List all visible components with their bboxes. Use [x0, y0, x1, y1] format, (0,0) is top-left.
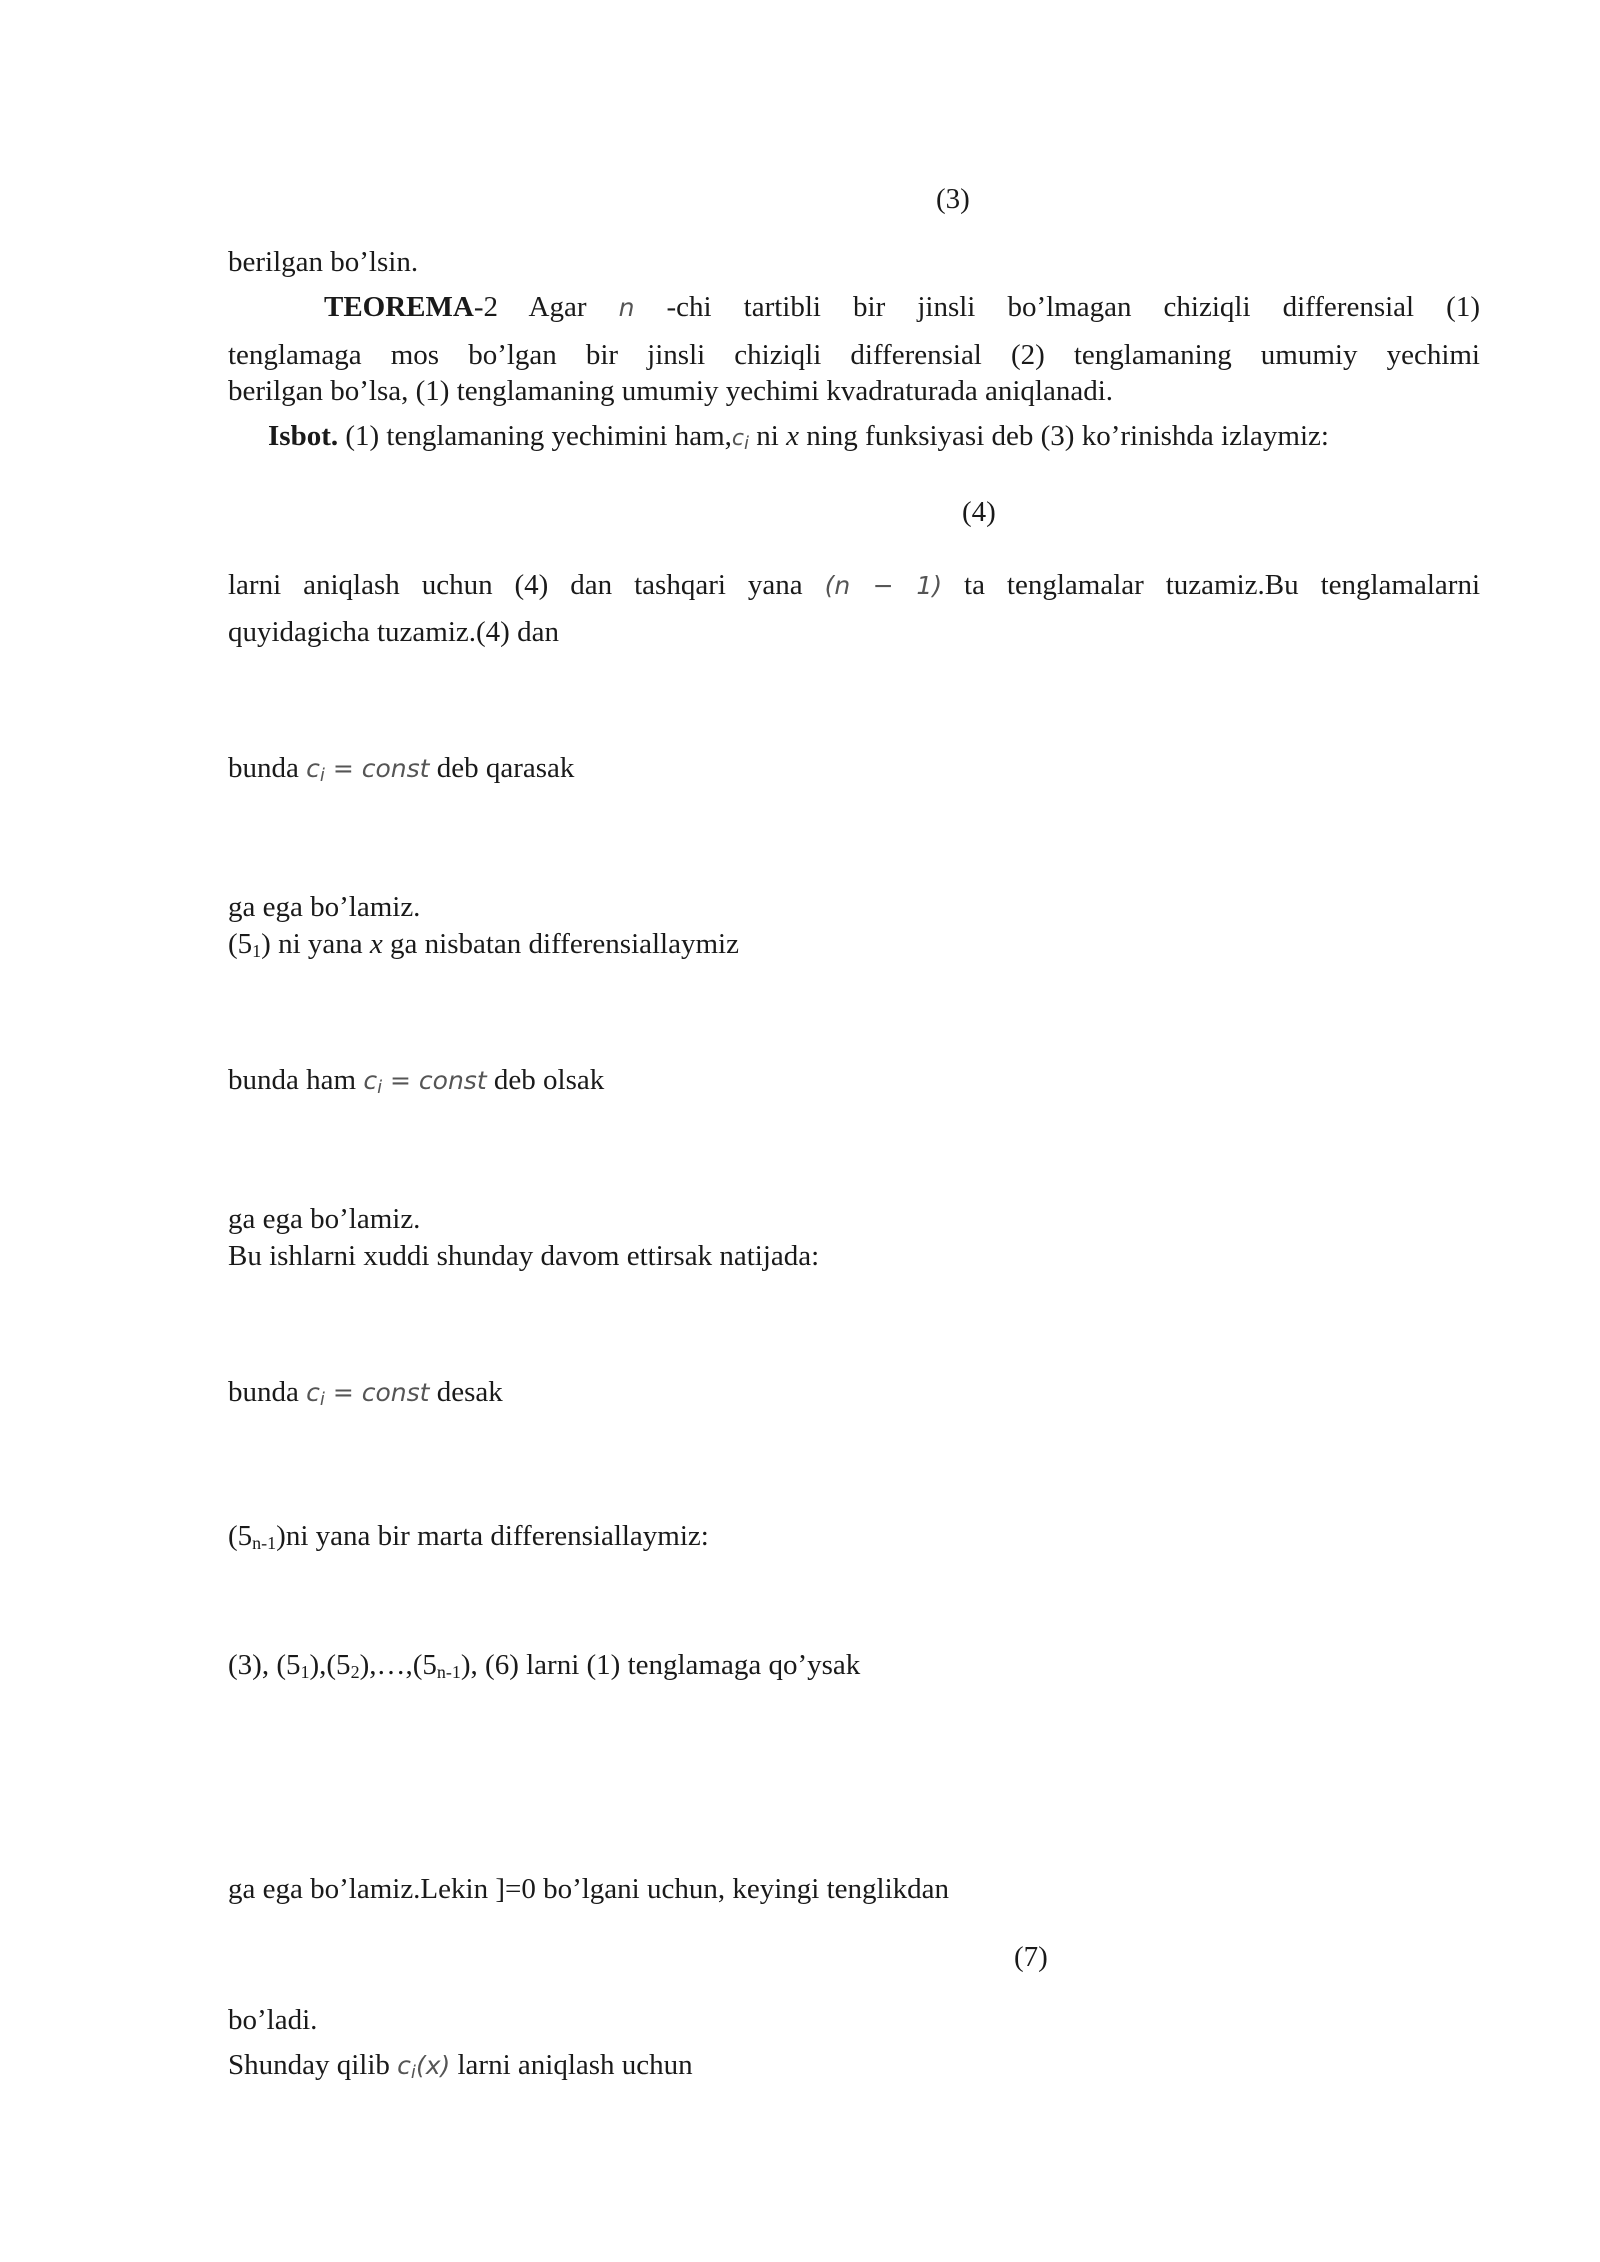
paragraph-result-1: ga ega bo’lamiz. [228, 891, 421, 923]
paragraph-substitute: (3), $(5_1),(5_2),\dots,(5_{n-1})$, (6) larni (1) tenglamaga qo’ysak [228, 1649, 861, 1682]
paragraph-final: Shunday qilib $c_i(x)$ larni aniqlash uchun [228, 2049, 693, 2083]
theorem-line-3: berilgan bo’lsa, (1) tenglamaning umumiy yechimi kvadraturada aniqlanadi. [228, 375, 1114, 407]
n-symbol: n [618, 293, 635, 322]
theorem-line-2: tenglamaga mos bo’lgan bir jinsli chiziqli differensial (2) tenglamaning umumiy yechimi [228, 339, 1480, 371]
ci-const-symbol-3: $c_i$ = const [306, 1378, 430, 1410]
paragraph-equations-line-2: quyidagicha tuzamiz.(4) dan [228, 616, 559, 648]
paragraph-differentiate-2: $(5_{n-1})ni$ yana bir marta differensiallaymiz: [228, 1520, 709, 1553]
proof-label: Isbot. [268, 420, 339, 452]
proof-line: Isbot. (1) tenglamaning yechimini $ham,c_i$ ni x ning funksiyasi deb (3) ko’rinishda izlaymiz: [268, 420, 1329, 454]
ci-x-symbol: $c_i(x)$ [397, 2051, 451, 2083]
equation-number-3: (3) [936, 183, 970, 215]
paragraph-differentiate-1: $(5_1)$ ni yana x ga nisbatan differensiallaymiz [228, 928, 739, 961]
paragraph-result-3: ga ega bo’lamiz.Lekin ]=0 bo’lgani uchun, keyingi tenglikdan [228, 1873, 950, 1905]
paragraph-bunda-1: bunda $c_i$ = const deb qarasak [228, 752, 575, 786]
equation-number-7: (7) [1014, 1941, 1048, 1973]
ci-const-symbol: $c_i$ = const [306, 754, 430, 786]
equation-number-4: (4) [962, 496, 996, 528]
ci-symbol: $c_i$ [731, 426, 750, 454]
paragraph-given: berilgan bo’lsin. [228, 246, 419, 278]
paragraph-equations-line-1: larni aniqlash uchun (4) dan tashqari yana (n − 1) ta tenglamalar tuzamiz.Bu tenglamalarni [228, 569, 1480, 601]
paragraph-continue: Bu ishlarni xuddi shunday davom ettirsak natijada: [228, 1240, 820, 1272]
ci-const-symbol-2: $c_i$ = const [363, 1066, 487, 1098]
theorem-label: TEOREMA [324, 291, 474, 323]
theorem-line-1: TEOREMA-2 Agar n -chi tartibli bir jinsli bo’lmagan chiziqli differensial (1) [324, 291, 1480, 323]
paragraph-bunda-2: bunda ham $c_i$ = const deb olsak [228, 1064, 605, 1098]
paragraph-bunda-3: bunda $c_i$ = const desak [228, 1376, 503, 1410]
paragraph-result-2: ga ega bo’lamiz. [228, 1203, 421, 1235]
paragraph-boladi: bo’ladi. [228, 2004, 318, 2036]
n-minus-1-symbol: (n − 1) [824, 571, 943, 600]
